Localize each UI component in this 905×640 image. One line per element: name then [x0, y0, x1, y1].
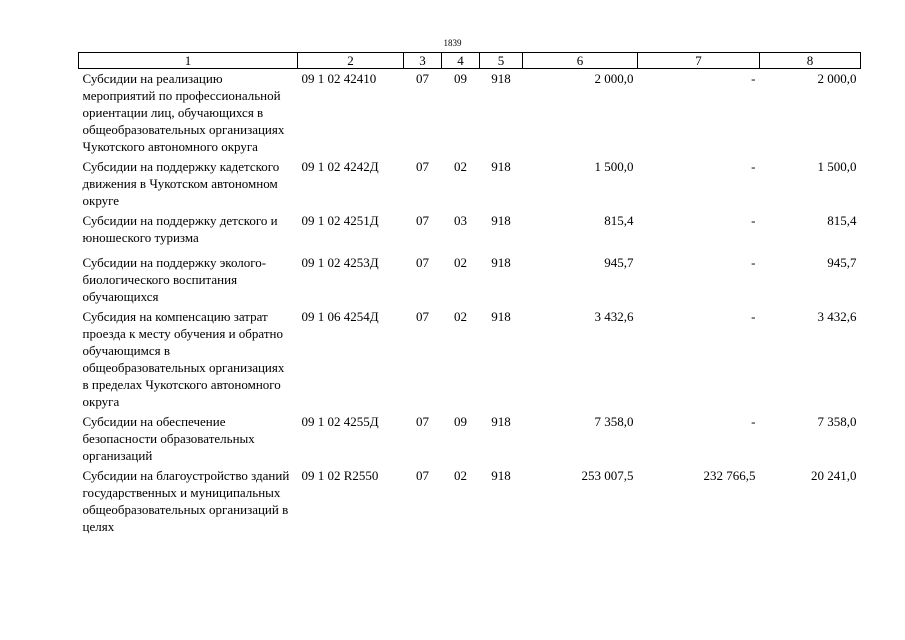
column-header: 1 — [79, 53, 298, 69]
row-federal-cell: 232 766,5 — [703, 468, 756, 483]
budget-table — [78, 52, 861, 537]
row-total-cell: 945,7 — [604, 255, 634, 270]
row-federal-cell: - — [751, 213, 756, 228]
row-federal-cell: - — [751, 309, 756, 324]
row-name-cell: Субсидии на поддержку детского и юношеского туризма — [82, 213, 278, 245]
row-name-cell: Субсидии на поддержку кадетского движения в Чукотском автономном округе — [82, 159, 280, 208]
table-row — [79, 412, 861, 466]
table-row — [79, 211, 861, 248]
table-row — [79, 157, 861, 211]
row-total-cell: 253 007,5 — [581, 468, 634, 483]
column-header: 2 — [298, 53, 404, 69]
column-header: 3 — [404, 53, 442, 69]
row-grbs-cell: 918 — [491, 71, 511, 86]
row-code-cell: 09 1 02 4253Д — [301, 255, 379, 270]
row-federal-cell: - — [751, 71, 756, 86]
row-subsection-cell: 02 — [454, 159, 467, 174]
row-total-cell: 815,4 — [604, 213, 634, 228]
row-code-cell: 09 1 02 42410 — [301, 71, 377, 86]
row-subsection-cell: 02 — [454, 468, 467, 483]
row-federal-cell: - — [751, 159, 756, 174]
row-section-cell: 07 — [416, 159, 429, 174]
row-section-cell: 07 — [416, 414, 429, 429]
row-total-cell: 2 000,0 — [594, 71, 634, 86]
row-grbs-cell: 918 — [491, 213, 511, 228]
row-subsection-cell: 02 — [454, 309, 467, 324]
table-row — [79, 69, 861, 158]
row-name-cell: Субсидии на обеспечение безопасности образовательных организаций — [82, 414, 255, 463]
row-section-cell: 07 — [416, 255, 429, 270]
row-federal-cell: - — [751, 414, 756, 429]
row-grbs-cell: 918 — [491, 468, 511, 483]
row-subsection-cell: 09 — [454, 414, 467, 429]
row-name-cell: Субсидии на поддержку эколого-биологического воспитания обучающихся — [82, 255, 267, 304]
table-row — [79, 466, 861, 537]
row-code-cell: 09 1 02 4251Д — [301, 213, 379, 228]
row-code-cell: 09 1 02 4242Д — [301, 159, 379, 174]
row-code-cell: 09 1 06 4254Д — [301, 309, 379, 324]
row-name-cell: Субсидии на благоустройство зданий государственных и муниципальных общеобразовательных организаций в целях — [82, 468, 290, 534]
row-name-cell: Субсидии на реализацию мероприятий по профессиональной ориентации лиц, обучающихся в общеобразовательных организациях Чукотского автономного округа — [82, 71, 285, 154]
row-section-cell: 07 — [416, 468, 429, 483]
row-subsection-cell: 02 — [454, 255, 467, 270]
row-regional-cell: 20 241,0 — [811, 468, 857, 483]
row-total-cell: 3 432,6 — [594, 309, 634, 324]
row-name-cell: Субсидия на компенсацию затрат проезда к месту обучения и обратно обучающимся в общеобразовательных организациях в пределах Чукотского автономного округа — [82, 309, 285, 409]
row-federal-cell: - — [751, 255, 756, 270]
table-row — [79, 248, 861, 307]
row-regional-cell: 815,4 — [827, 213, 857, 228]
row-grbs-cell: 918 — [491, 414, 511, 429]
row-total-cell: 7 358,0 — [594, 414, 634, 429]
row-regional-cell: 945,7 — [827, 255, 857, 270]
row-grbs-cell: 918 — [491, 255, 511, 270]
row-grbs-cell: 918 — [491, 309, 511, 324]
table-row — [79, 307, 861, 412]
row-code-cell: 09 1 02 4255Д — [301, 414, 379, 429]
page-number: 1839 — [443, 38, 462, 48]
row-code-cell: 09 1 02 R2550 — [301, 468, 379, 483]
column-header: 5 — [480, 53, 523, 69]
column-header: 6 — [523, 53, 638, 69]
row-regional-cell: 7 358,0 — [817, 414, 857, 429]
row-section-cell: 07 — [416, 213, 429, 228]
row-regional-cell: 2 000,0 — [817, 71, 857, 86]
row-section-cell: 07 — [416, 309, 429, 324]
row-subsection-cell: 03 — [454, 213, 467, 228]
row-subsection-cell: 09 — [454, 71, 467, 86]
row-regional-cell: 1 500,0 — [817, 159, 857, 174]
column-header: 8 — [760, 53, 861, 69]
column-number-header-row — [79, 53, 861, 69]
column-header: 7 — [638, 53, 760, 69]
column-header: 4 — [442, 53, 480, 69]
row-total-cell: 1 500,0 — [594, 159, 634, 174]
row-grbs-cell: 918 — [491, 159, 511, 174]
row-section-cell: 07 — [416, 71, 429, 86]
row-regional-cell: 3 432,6 — [817, 309, 857, 324]
